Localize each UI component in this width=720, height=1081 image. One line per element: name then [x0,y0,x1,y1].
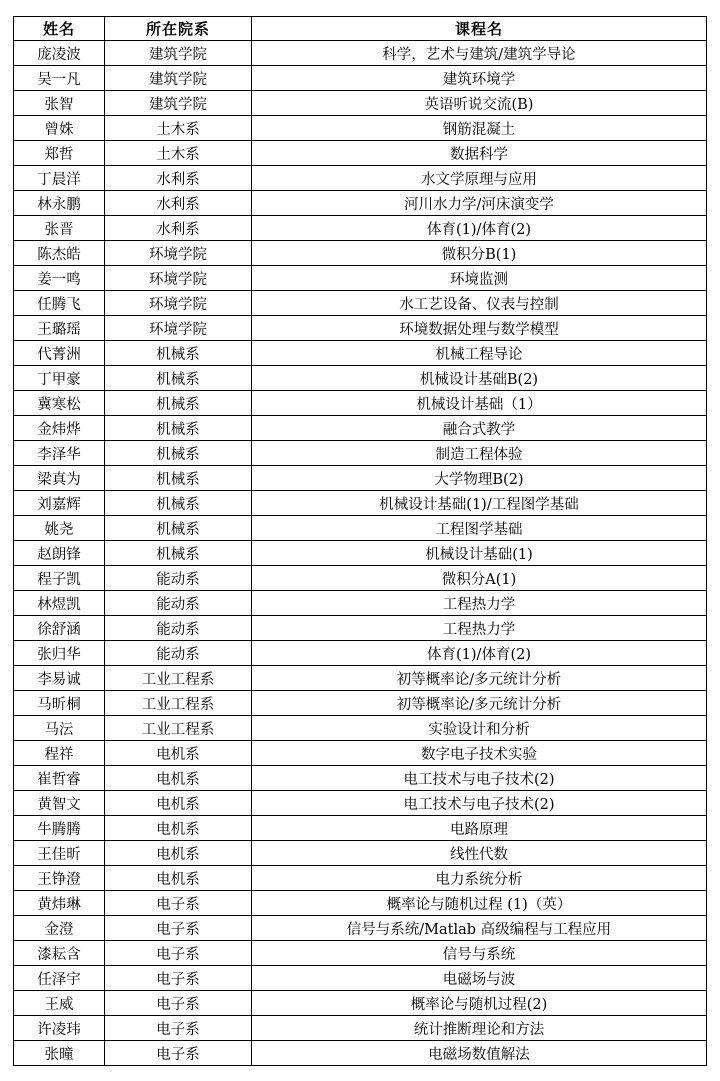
cell-department: 环境学院 [105,241,252,266]
cell-name: 张智 [14,91,105,116]
cell-course: 电磁场数值解法 [252,1041,707,1066]
cell-department: 机械系 [105,416,252,441]
cell-department: 能动系 [105,566,252,591]
cell-course: 体育(1)/体育(2) [252,641,707,666]
cell-department: 水利系 [105,166,252,191]
table-row [14,916,707,941]
table-row [14,941,707,966]
cell-department: 环境学院 [105,316,252,341]
header-course: 课程名 [252,17,707,41]
table-row [14,791,707,816]
cell-name: 姚尧 [14,516,105,541]
header-department: 所在院系 [105,17,252,41]
cell-course: 微积分B(1) [252,241,707,266]
table-row [14,441,707,466]
cell-course: 数据科学 [252,141,707,166]
cell-department: 电子系 [105,891,252,916]
cell-name: 张曈 [14,1041,105,1066]
cell-department: 机械系 [105,366,252,391]
table-row [14,91,707,116]
cell-course: 环境数据处理与数学模型 [252,316,707,341]
cell-department: 电子系 [105,941,252,966]
cell-course: 机械设计基础(1) [252,541,707,566]
table-row [14,116,707,141]
table-row [14,891,707,916]
cell-name: 李易诚 [14,666,105,691]
cell-name: 王铮澄 [14,866,105,891]
cell-department: 电子系 [105,991,252,1016]
cell-department: 电机系 [105,841,252,866]
table-row [14,641,707,666]
cell-name: 徐舒涵 [14,616,105,641]
cell-name: 庞凌波 [14,41,105,66]
table-row [14,816,707,841]
cell-department: 电机系 [105,791,252,816]
cell-course: 机械设计基础（1） [252,391,707,416]
cell-course: 电工技术与电子技术(2) [252,791,707,816]
cell-course: 工程图学基础 [252,516,707,541]
cell-course: 数字电子技术实验 [252,741,707,766]
cell-name: 牛腾腾 [14,816,105,841]
table-row [14,241,707,266]
header-name: 姓名 [14,17,105,41]
cell-name: 代菁洲 [14,341,105,366]
cell-name: 王威 [14,991,105,1016]
cell-course: 融合式教学 [252,416,707,441]
cell-course: 机械设计基础(1)/工程图学基础 [252,491,707,516]
cell-department: 电机系 [105,816,252,841]
cell-department: 电子系 [105,1041,252,1066]
cell-name: 任泽宇 [14,966,105,991]
cell-department: 电子系 [105,966,252,991]
table-row [14,616,707,641]
cell-name: 赵朗锋 [14,541,105,566]
cell-name: 黄智文 [14,791,105,816]
cell-department: 环境学院 [105,291,252,316]
table-row [14,141,707,166]
table-header-row [14,17,707,41]
cell-name: 金炜烨 [14,416,105,441]
table-row [14,566,707,591]
table-row [14,866,707,891]
cell-name: 金澄 [14,916,105,941]
table-row [14,841,707,866]
cell-course: 水工艺设备、仪表与控制 [252,291,707,316]
table-row [14,991,707,1016]
cell-name: 林煜凯 [14,591,105,616]
cell-name: 丁晨洋 [14,166,105,191]
table-body [14,41,707,1066]
cell-course: 钢筋混凝土 [252,116,707,141]
cell-department: 机械系 [105,391,252,416]
table-row [14,966,707,991]
cell-course: 概率论与随机过程(2) [252,991,707,1016]
cell-name: 崔哲睿 [14,766,105,791]
cell-department: 电子系 [105,1016,252,1041]
cell-course: 实验设计和分析 [252,716,707,741]
table-row [14,591,707,616]
cell-course: 统计推断理论和方法 [252,1016,707,1041]
cell-name: 马昕桐 [14,691,105,716]
cell-department: 机械系 [105,466,252,491]
cell-course: 机械设计基础B(2) [252,366,707,391]
cell-name: 姜一鸣 [14,266,105,291]
cell-name: 任腾飞 [14,291,105,316]
cell-department: 土木系 [105,116,252,141]
table-row [14,1016,707,1041]
cell-name: 程祥 [14,741,105,766]
cell-department: 工业工程系 [105,691,252,716]
table-row [14,416,707,441]
cell-department: 能动系 [105,641,252,666]
cell-course: 英语听说交流(B) [252,91,707,116]
cell-name: 刘嘉辉 [14,491,105,516]
cell-course: 河川水力学/河床演变学 [252,191,707,216]
cell-department: 机械系 [105,541,252,566]
cell-department: 电子系 [105,916,252,941]
cell-name: 林永鹏 [14,191,105,216]
cell-name: 许凌玮 [14,1016,105,1041]
cell-course: 线性代数 [252,841,707,866]
cell-course: 电力系统分析 [252,866,707,891]
cell-name: 黄炜琳 [14,891,105,916]
cell-course: 初等概率论/多元统计分析 [252,666,707,691]
cell-department: 电机系 [105,866,252,891]
cell-course: 制造工程体验 [252,441,707,466]
cell-course: 科学，艺术与建筑/建筑学导论 [252,41,707,66]
cell-name: 漆耘含 [14,941,105,966]
cell-department: 水利系 [105,191,252,216]
cell-course: 信号与系统 [252,941,707,966]
table-row [14,491,707,516]
table-row [14,266,707,291]
cell-course: 概率论与随机过程 (1)（英） [252,891,707,916]
table-row [14,741,707,766]
table-row [14,666,707,691]
cell-name: 张晋 [14,216,105,241]
cell-department: 机械系 [105,491,252,516]
table-row [14,191,707,216]
table-row [14,341,707,366]
table-row [14,391,707,416]
course-table-sheet [13,16,706,1066]
cell-department: 建筑学院 [105,91,252,116]
cell-course: 机械工程导论 [252,341,707,366]
cell-department: 水利系 [105,216,252,241]
cell-name: 吴一凡 [14,66,105,91]
cell-name: 冀寒松 [14,391,105,416]
cell-department: 电机系 [105,741,252,766]
cell-course: 建筑环境学 [252,66,707,91]
table-row [14,366,707,391]
cell-course: 初等概率论/多元统计分析 [252,691,707,716]
cell-department: 环境学院 [105,266,252,291]
table-row [14,541,707,566]
table-row [14,166,707,191]
cell-name: 丁甲豪 [14,366,105,391]
cell-name: 张归华 [14,641,105,666]
table-row [14,291,707,316]
cell-department: 建筑学院 [105,41,252,66]
cell-course: 信号与系统/Matlab 高级编程与工程应用 [252,916,707,941]
cell-course: 大学物理B(2) [252,466,707,491]
cell-department: 机械系 [105,516,252,541]
cell-name: 程子凯 [14,566,105,591]
cell-department: 机械系 [105,341,252,366]
cell-course: 电磁场与波 [252,966,707,991]
cell-department: 工业工程系 [105,716,252,741]
table-row [14,466,707,491]
table-row [14,216,707,241]
cell-course: 微积分A(1) [252,566,707,591]
table-row [14,316,707,341]
table-row [14,516,707,541]
cell-course: 电路原理 [252,816,707,841]
course-table [13,16,707,1066]
cell-department: 能动系 [105,616,252,641]
cell-course: 体育(1)/体育(2) [252,216,707,241]
table-row [14,691,707,716]
cell-name: 李泽华 [14,441,105,466]
table-row [14,716,707,741]
cell-name: 王璐瑶 [14,316,105,341]
cell-name: 陈杰皓 [14,241,105,266]
table-row [14,41,707,66]
table-row [14,1041,707,1066]
cell-department: 电机系 [105,766,252,791]
cell-department: 机械系 [105,441,252,466]
cell-department: 土木系 [105,141,252,166]
table-row [14,766,707,791]
cell-name: 王佳昕 [14,841,105,866]
cell-name: 曾姝 [14,116,105,141]
cell-course: 工程热力学 [252,616,707,641]
cell-department: 工业工程系 [105,666,252,691]
cell-course: 水文学原理与应用 [252,166,707,191]
cell-name: 马沄 [14,716,105,741]
cell-name: 郑哲 [14,141,105,166]
cell-department: 建筑学院 [105,66,252,91]
table-row [14,66,707,91]
cell-course: 电工技术与电子技术(2) [252,766,707,791]
cell-course: 工程热力学 [252,591,707,616]
cell-course: 环境监测 [252,266,707,291]
cell-department: 能动系 [105,591,252,616]
cell-name: 梁真为 [14,466,105,491]
